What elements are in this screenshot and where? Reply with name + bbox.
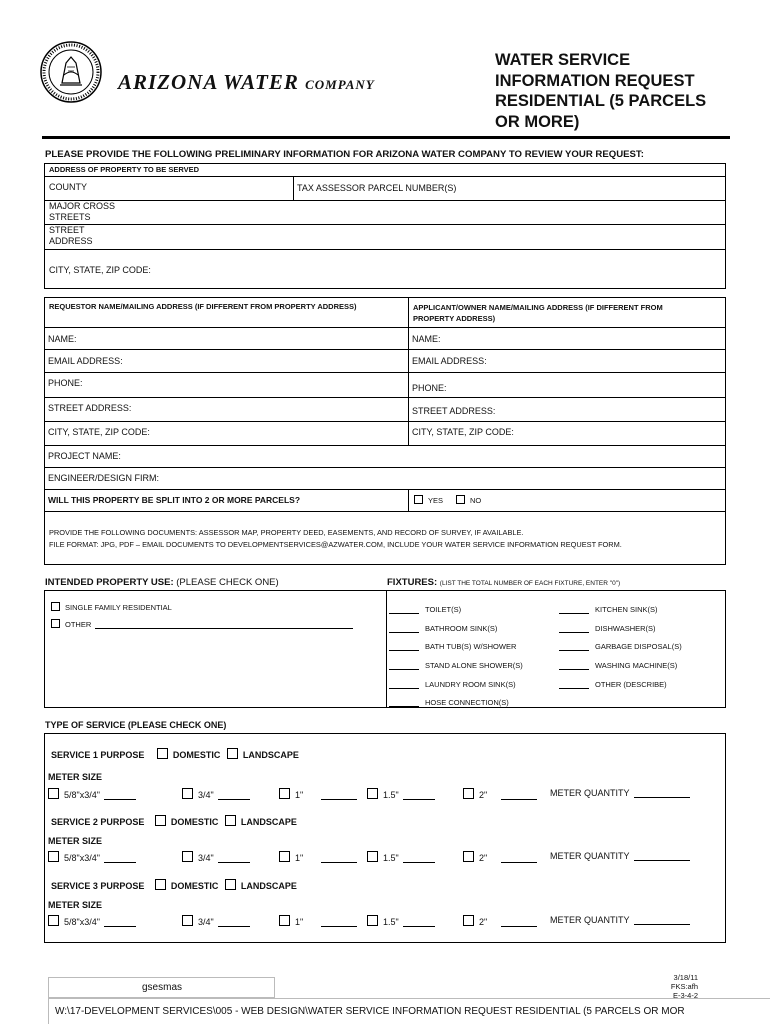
street-address-label: STREET [49, 225, 85, 235]
county-field[interactable]: COUNTY [49, 182, 87, 192]
size-label: 5/8"x3/4" [64, 917, 100, 927]
size-label: 2" [479, 917, 488, 927]
split-yes-label: YES [428, 496, 444, 505]
split-question: WILL THIS PROPERTY BE SPLIT INTO 2 OR MORE PARCELS? [48, 495, 301, 505]
applicant-heading-line: PROPERTY ADDRESS) [413, 314, 496, 323]
fixture-hose-connections-label: HOSE CONNECTION(S) [425, 698, 509, 707]
service-1-landscape-label: LANDSCAPE [242, 750, 299, 760]
size-label: 1" [295, 917, 304, 927]
footer-initials: FKS:afh [670, 982, 698, 991]
service-2-size-2[interactable] [463, 851, 537, 863]
service-heading: TYPE OF SERVICE (PLEASE CHECK ONE) [45, 720, 227, 730]
fixture-hose-connections[interactable] [389, 698, 509, 707]
service-1-meter-quantity[interactable] [550, 788, 690, 798]
split-yes-checkbox[interactable] [414, 495, 423, 504]
size-label: 3/4" [198, 917, 214, 927]
service-1-domestic-checkbox[interactable] [157, 748, 168, 759]
fixture-stand-alone-showers[interactable] [389, 661, 523, 670]
meter-quantity-label: METER QUANTITY [550, 788, 630, 798]
property-use-heading-bold: INTENDED PROPERTY USE: [45, 577, 174, 588]
fixture-other[interactable] [559, 680, 667, 689]
size-label: 2" [479, 853, 488, 863]
service-1-landscape-checkbox[interactable] [227, 748, 238, 759]
fixtures-heading [387, 577, 620, 588]
service-2-meter-quantity[interactable] [550, 851, 690, 861]
documents-line-1: PROVIDE THE FOLLOWING DOCUMENTS: ASSESSOR MAP, PROPERTY DEED, EASEMENTS, AND RECORD OF SURVEY, IF AVAILABLE. [49, 528, 524, 537]
requestor-heading: REQUESTOR NAME/MAILING ADDRESS (IF DIFFERENT FROM PROPERTY ADDRESS) [49, 302, 357, 311]
service-1-size-34[interactable] [182, 788, 250, 800]
service-section [44, 733, 726, 943]
fixture-laundry-sinks-label: LAUNDRY ROOM SINK(S) [425, 680, 516, 689]
service-3-size-2[interactable] [463, 915, 537, 927]
service-2-landscape-label: LANDSCAPE [240, 817, 297, 827]
other-use-label: OTHER [65, 620, 92, 629]
size-label: 1" [295, 853, 304, 863]
form-title-line: WATER SERVICE [495, 51, 631, 69]
split-yes-option[interactable] [414, 495, 443, 505]
single-family-label: SINGLE FAMILY RESIDENTIAL [65, 603, 172, 612]
service-2-landscape-checkbox[interactable] [225, 815, 236, 826]
street-address-label: ADDRESS [49, 236, 93, 246]
cross-streets-field[interactable] [49, 201, 115, 223]
service-3-size-15[interactable] [367, 915, 435, 927]
size-label: 3/4" [198, 853, 214, 863]
use-single-family-option[interactable] [51, 602, 172, 612]
size-label: 1.5" [383, 790, 399, 800]
fixture-stand-alone-showers-label: STAND ALONE SHOWER(S) [425, 661, 523, 670]
applicant-heading-line: APPLICANT/OWNER NAME/MAILING ADDRESS (IF DIFFERENT FROM [413, 303, 663, 312]
fixture-bath-tubs[interactable] [389, 642, 516, 651]
service-3-landscape-label: LANDSCAPE [240, 881, 297, 891]
single-family-checkbox[interactable] [51, 602, 60, 611]
fixture-dishwashers[interactable] [559, 624, 656, 633]
fixture-kitchen-sinks[interactable] [559, 605, 658, 614]
service-3-purpose [51, 879, 297, 891]
fixture-toilets-label: TOILET(S) [425, 605, 462, 614]
service-2-size-1[interactable] [279, 851, 357, 863]
service-3-size-1[interactable] [279, 915, 357, 927]
project-name-field[interactable]: PROJECT NAME: [48, 451, 121, 461]
company-name [118, 70, 375, 95]
service-3-size-58x34[interactable] [48, 915, 136, 927]
service-2-meter-size-label: METER SIZE [48, 836, 103, 846]
fixture-washing-machines-label: WASHING MACHINE(S) [595, 661, 678, 670]
applicant-city-field[interactable]: CITY, STATE, ZIP CODE: [412, 427, 514, 437]
header-rule [42, 136, 730, 139]
service-1-purpose-label: SERVICE 1 PURPOSE [51, 750, 145, 760]
size-label: 1.5" [383, 917, 399, 927]
fixture-kitchen-sinks-label: KITCHEN SINK(S) [595, 605, 658, 614]
form-title-line: RESIDENTIAL (5 PARCELS [495, 92, 707, 110]
company-name-suffix: COMPANY [305, 77, 375, 92]
service-2-purpose [51, 815, 297, 827]
fixtures-heading-rest: (LIST THE TOTAL NUMBER OF EACH FIXTURE, ENTER "0") [439, 580, 621, 587]
service-2-size-34[interactable] [182, 851, 250, 863]
service-2-domestic-checkbox[interactable] [155, 815, 166, 826]
applicant-phone-field[interactable]: PHONE: [412, 383, 447, 393]
city-state-zip-field[interactable]: CITY, STATE, ZIP CODE: [49, 265, 151, 275]
fixture-bathroom-sinks-label: BATHROOM SINK(S) [425, 624, 498, 633]
fixtures-heading-bold: FIXTURES: [387, 577, 438, 588]
property-use-heading-rest: (PLEASE CHECK ONE) [176, 577, 279, 588]
size-label: 2" [479, 790, 488, 800]
service-1-meter-size-label: METER SIZE [48, 772, 103, 782]
service-1-size-1[interactable] [279, 788, 357, 800]
requestor-street-field[interactable]: STREET ADDRESS: [48, 403, 132, 413]
service-3-meter-quantity[interactable] [550, 915, 690, 925]
footer-date: 3/18/11 [673, 973, 698, 982]
split-no-option[interactable] [456, 495, 481, 505]
requestor-email-field[interactable]: EMAIL ADDRESS: [48, 356, 123, 366]
size-label: 3/4" [198, 790, 214, 800]
service-2-purpose-label: SERVICE 2 PURPOSE [51, 817, 145, 827]
property-use-heading [45, 577, 279, 588]
form-title-line: INFORMATION REQUEST [495, 71, 695, 90]
company-name-main: ARIZONA WATER [118, 70, 299, 94]
fixture-bathroom-sinks[interactable] [389, 624, 497, 633]
use-other-option[interactable] [51, 619, 353, 629]
service-1-domestic-label: DOMESTIC [172, 750, 221, 760]
fixture-washing-machines[interactable] [559, 661, 677, 670]
size-label: 5/8"x3/4" [64, 853, 100, 863]
engineer-field[interactable]: ENGINEER/DESIGN FIRM: [48, 473, 160, 483]
form-title-line: OR MORE) [495, 112, 580, 131]
documents-line-2: FILE FORMAT: JPG, PDF – EMAIL DOCUMENTS TO DEVELOPMENTSERVICES@AZWATER.COM, INCLUDE YOUR WATER SERVICE INFORMATION REQUEST FORM. [49, 540, 622, 549]
applicant-heading [413, 302, 663, 324]
footer-path: W:\17-DEVELOPMENT SERVICES\005 - WEB DESIGN\WATER SERVICE INFORMATION REQUEST RESIDENTIAL (5 PARCELS OR MOR [55, 1006, 685, 1017]
fixture-garbage-disposals-label: GARBAGE DISPOSAL(S) [595, 642, 682, 651]
service-3-size-34[interactable] [182, 915, 250, 927]
meter-quantity-label: METER QUANTITY [550, 851, 630, 861]
requestor-city-field[interactable]: CITY, STATE, ZIP CODE: [48, 427, 150, 437]
other-use-checkbox[interactable] [51, 619, 60, 628]
fixture-bath-tubs-label: BATH TUB(S) W/SHOWER [425, 642, 517, 651]
split-no-label: NO [470, 496, 482, 505]
tax-parcel-field[interactable]: TAX ASSESSOR PARCEL NUMBER(S) [297, 183, 457, 193]
service-3-domestic-label: DOMESTIC [170, 881, 219, 891]
cross-streets-label: STREETS [49, 212, 91, 222]
fixture-laundry-sinks[interactable] [389, 680, 516, 689]
service-3-purpose-label: SERVICE 3 PURPOSE [51, 881, 145, 891]
other-use-blank[interactable] [95, 628, 353, 629]
service-3-landscape-checkbox[interactable] [225, 879, 236, 890]
footer-code: E-3-4-2 [672, 991, 698, 1000]
service-2-size-15[interactable] [367, 851, 435, 863]
applicant-street-field[interactable]: STREET ADDRESS: [412, 406, 496, 416]
footer-user: gsesmas [142, 982, 183, 993]
size-label: 1.5" [383, 853, 399, 863]
service-1-size-2[interactable] [463, 788, 537, 800]
size-label: 1" [295, 790, 304, 800]
split-no-checkbox[interactable] [456, 495, 465, 504]
form-title [495, 50, 706, 132]
cross-streets-label: MAJOR CROSS [49, 201, 116, 211]
fixture-other-label: OTHER (DESCRIBE) [595, 680, 667, 689]
service-3-meter-size-label: METER SIZE [48, 900, 103, 910]
fixture-toilets[interactable] [389, 605, 461, 614]
size-label: 5/8"x3/4" [64, 790, 100, 800]
requestor-phone-field[interactable]: PHONE: [48, 378, 83, 388]
fixture-dishwashers-label: DISHWASHER(S) [595, 624, 656, 633]
meter-quantity-label: METER QUANTITY [550, 915, 630, 925]
service-2-domestic-label: DOMESTIC [170, 817, 219, 827]
fixture-garbage-disposals[interactable] [559, 642, 682, 651]
service-1-purpose [51, 748, 299, 760]
service-3-domestic-checkbox[interactable] [155, 879, 166, 890]
property-heading: ADDRESS OF PROPERTY TO BE SERVED [49, 165, 200, 174]
service-2-size-58x34[interactable] [48, 851, 136, 863]
instruction-text: PLEASE PROVIDE THE FOLLOWING PRELIMINARY INFORMATION FOR ARIZONA WATER COMPANY TO REVIEW YOUR REQUEST: [45, 149, 644, 160]
company-seal-logo [40, 41, 102, 103]
service-1-size-58x34[interactable] [48, 788, 136, 800]
street-address-field[interactable] [49, 225, 93, 247]
service-1-size-15[interactable] [367, 788, 435, 800]
applicant-name-field[interactable]: NAME: [412, 334, 441, 344]
requestor-name-field[interactable]: NAME: [48, 334, 77, 344]
applicant-email-field[interactable]: EMAIL ADDRESS: [412, 356, 487, 366]
footer-revision [600, 973, 698, 1000]
